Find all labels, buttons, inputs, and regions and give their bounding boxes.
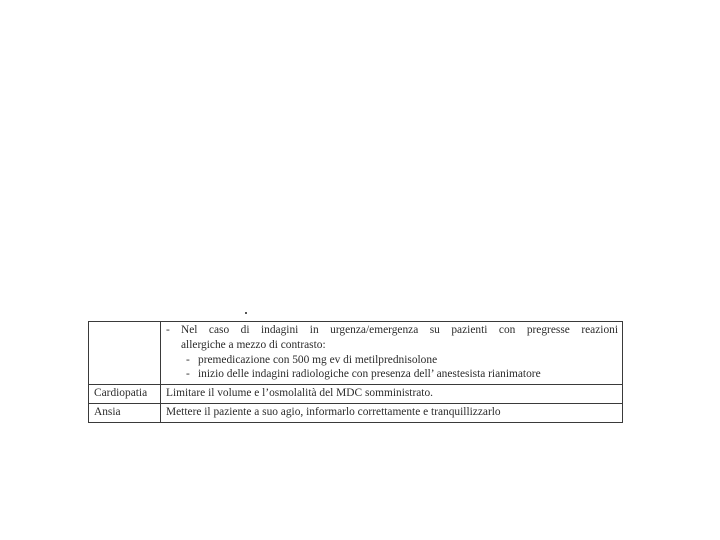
- sub-item-text: inizio delle indagini radiologiche con presenza dell’ anestesista rianimatore: [198, 368, 541, 381]
- precautions-table: [88, 321, 623, 423]
- measure-cell: Limitare il volume e l’osmolalità del MDC somministrato.: [161, 385, 623, 404]
- stray-mark: [245, 312, 247, 314]
- bullet-line-2: allergiche a mezzo di contrasto:: [181, 338, 326, 351]
- bullet-line-1: Nel caso di indagini in urgenza/emergenza su pazienti con pregresse reazioni: [181, 324, 618, 336]
- condition-cell: Ansia: [89, 403, 161, 422]
- table-row: [89, 322, 623, 385]
- table-row: [89, 403, 623, 422]
- sub-item: [166, 353, 618, 368]
- measure-cell: Mettere il paziente a suo agio, informarlo correttamente e tranquillizzarlo: [161, 403, 623, 422]
- condition-cell: Cardiopatia: [89, 385, 161, 404]
- bullet-text: [181, 323, 618, 353]
- sub-item: [166, 367, 618, 382]
- sub-item-dash: -: [186, 353, 190, 366]
- condition-cell: [89, 322, 161, 385]
- table-row: [89, 385, 623, 404]
- measure-cell: [161, 322, 623, 385]
- bullet-dash: -: [166, 324, 170, 336]
- sub-item-dash: -: [186, 368, 190, 381]
- bullet-item: [166, 323, 618, 353]
- sub-item-text: premedicazione con 500 mg ev di metilprednisolone: [198, 353, 438, 366]
